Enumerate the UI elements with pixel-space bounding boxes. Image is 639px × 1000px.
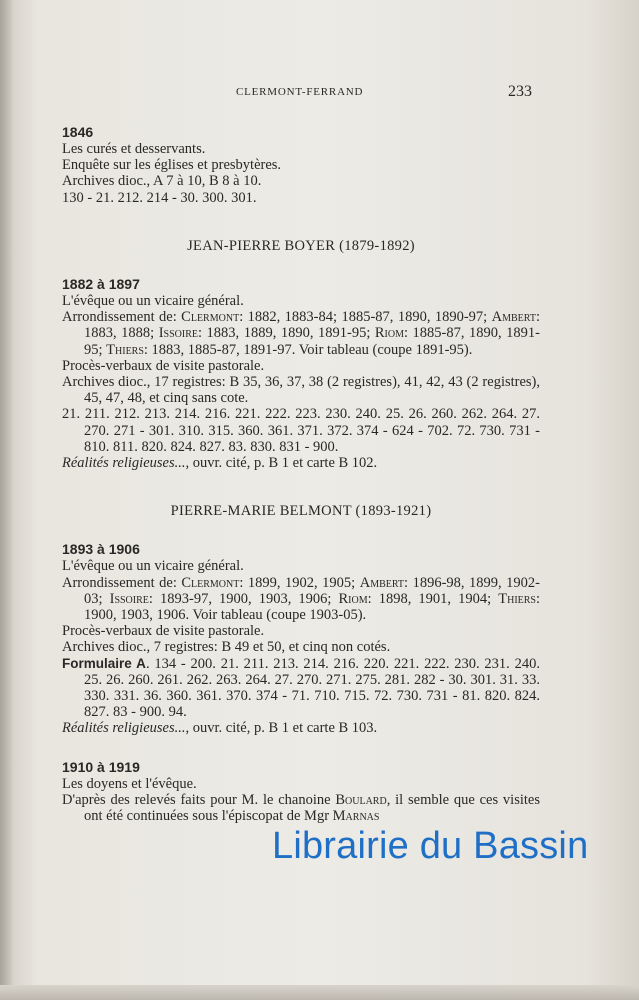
- bishop-heading: PIERRE-MARIE BELMONT (1893-1921): [170, 503, 432, 520]
- codes-line: 21. 211. 212. 213. 214. 216. 221. 222. 223. 230. 240. 25. 26. 260. 262. 264. 27. 270. 271 - 301. 310. 315. 360. 361. 371. 372. 374 - 624 - 702. 72. 730. 731 - 810. 811. 820. 824. 827. 83. 830. 831 - 900.: [62, 406, 540, 455]
- arrondissement-line: Arrondissement de: Clermont: 1882, 1883-84; 1885-87, 1890, 1890-97; Ambert: 1883, 1888; Issoire: 1883, 1889, 1890, 1891-95; Riom: 1885-87, 1890, 1891-95; Thiers: 1883, 1885-87, 1891-97. Voir tableau (coupe 1891-95).: [62, 309, 541, 358]
- spine-shadow: [0, 0, 14, 1000]
- archives-line: Archives dioc., 17 registres: B 35, 36, 37, 38 (2 registres), 41, 42, 43 (2 registres), 45, 47, 48, et cinq sans cote.: [62, 374, 540, 407]
- entry-date: 1882 à 1897: [62, 276, 140, 293]
- page-body: [62, 124, 540, 824]
- entry-line: 130 - 21. 212. 214 - 30. 300. 301.: [62, 189, 257, 206]
- entry-line: L'évêque ou un vicaire général.: [62, 558, 244, 575]
- entry-1893: [62, 541, 540, 736]
- entry-line: Les curés et desservants.: [62, 141, 206, 157]
- entry-1846: [62, 124, 540, 206]
- entry-line: Procès-verbaux de visite pastorale.: [62, 357, 265, 374]
- entry-line: Procès-verbaux de visite pastorale.: [62, 623, 265, 640]
- running-header: [0, 83, 639, 106]
- page-number: 233: [508, 83, 532, 100]
- entry-date: 1910 à 1919: [62, 758, 140, 775]
- archives-line: Archives dioc., 7 registres: B 49 et 50, et cinq non cotés.: [62, 639, 391, 656]
- entry-date: 1893 à 1906: [62, 541, 140, 558]
- entry-line: L'évêque ou un vicaire général.: [62, 293, 244, 310]
- arrondissement-line: Arrondissement de: Clermont: 1899, 1902, 1905; Ambert: 1896-98, 1899, 1902-03; Issoire: 1893-97, 1900, 1903, 1906; Riom: 1898, 1901, 1904; Thiers: 1900, 1903, 1906. Voir tableau (coupe 1903-05).: [62, 574, 541, 624]
- entry-date: 1846: [62, 124, 94, 140]
- running-title: CLERMONT-FERRAND: [236, 86, 364, 98]
- bishop-heading: JEAN-PIERRE BOYER (1879-1892): [187, 237, 415, 254]
- entry-line: D'après des relevés faits pour M. le chanoine Boulard, il semble que ces visites ont été continuées sous l'épiscopat de Mgr Marnas: [62, 791, 540, 825]
- entry-line: Enquête sur les églises et presbytères.: [62, 157, 282, 174]
- reference-line: Réalités religieuses..., ouvr. cité, p. B 1 et carte B 102.: [62, 455, 378, 472]
- formulaire-line: Formulaire A. 134 - 200. 21. 211. 213. 214. 216. 220. 221. 222. 230. 231. 240. 25. 26. 260. 261. 262. 263. 264. 27. 270. 271. 275. 281. 282 - 30. 301. 31. 33. 330. 331. 36. 360. 361. 370. 374 - 71. 710. 715. 72. 730. 731 - 81. 820. 824. 827. 83 - 900. 94.: [62, 655, 540, 721]
- page-edge: [0, 985, 639, 1000]
- reference-line: Réalités religieuses..., ouvr. cité, p. B 1 et carte B 103.: [62, 720, 378, 737]
- entry-1882: [62, 276, 540, 471]
- entry-line: Archives dioc., A 7 à 10, B 8 à 10.: [62, 173, 262, 190]
- entry-1910: [62, 759, 540, 825]
- entry-line: Les doyens et l'évêque.: [62, 775, 197, 792]
- shop-watermark: Librairie du Bassin: [272, 825, 589, 867]
